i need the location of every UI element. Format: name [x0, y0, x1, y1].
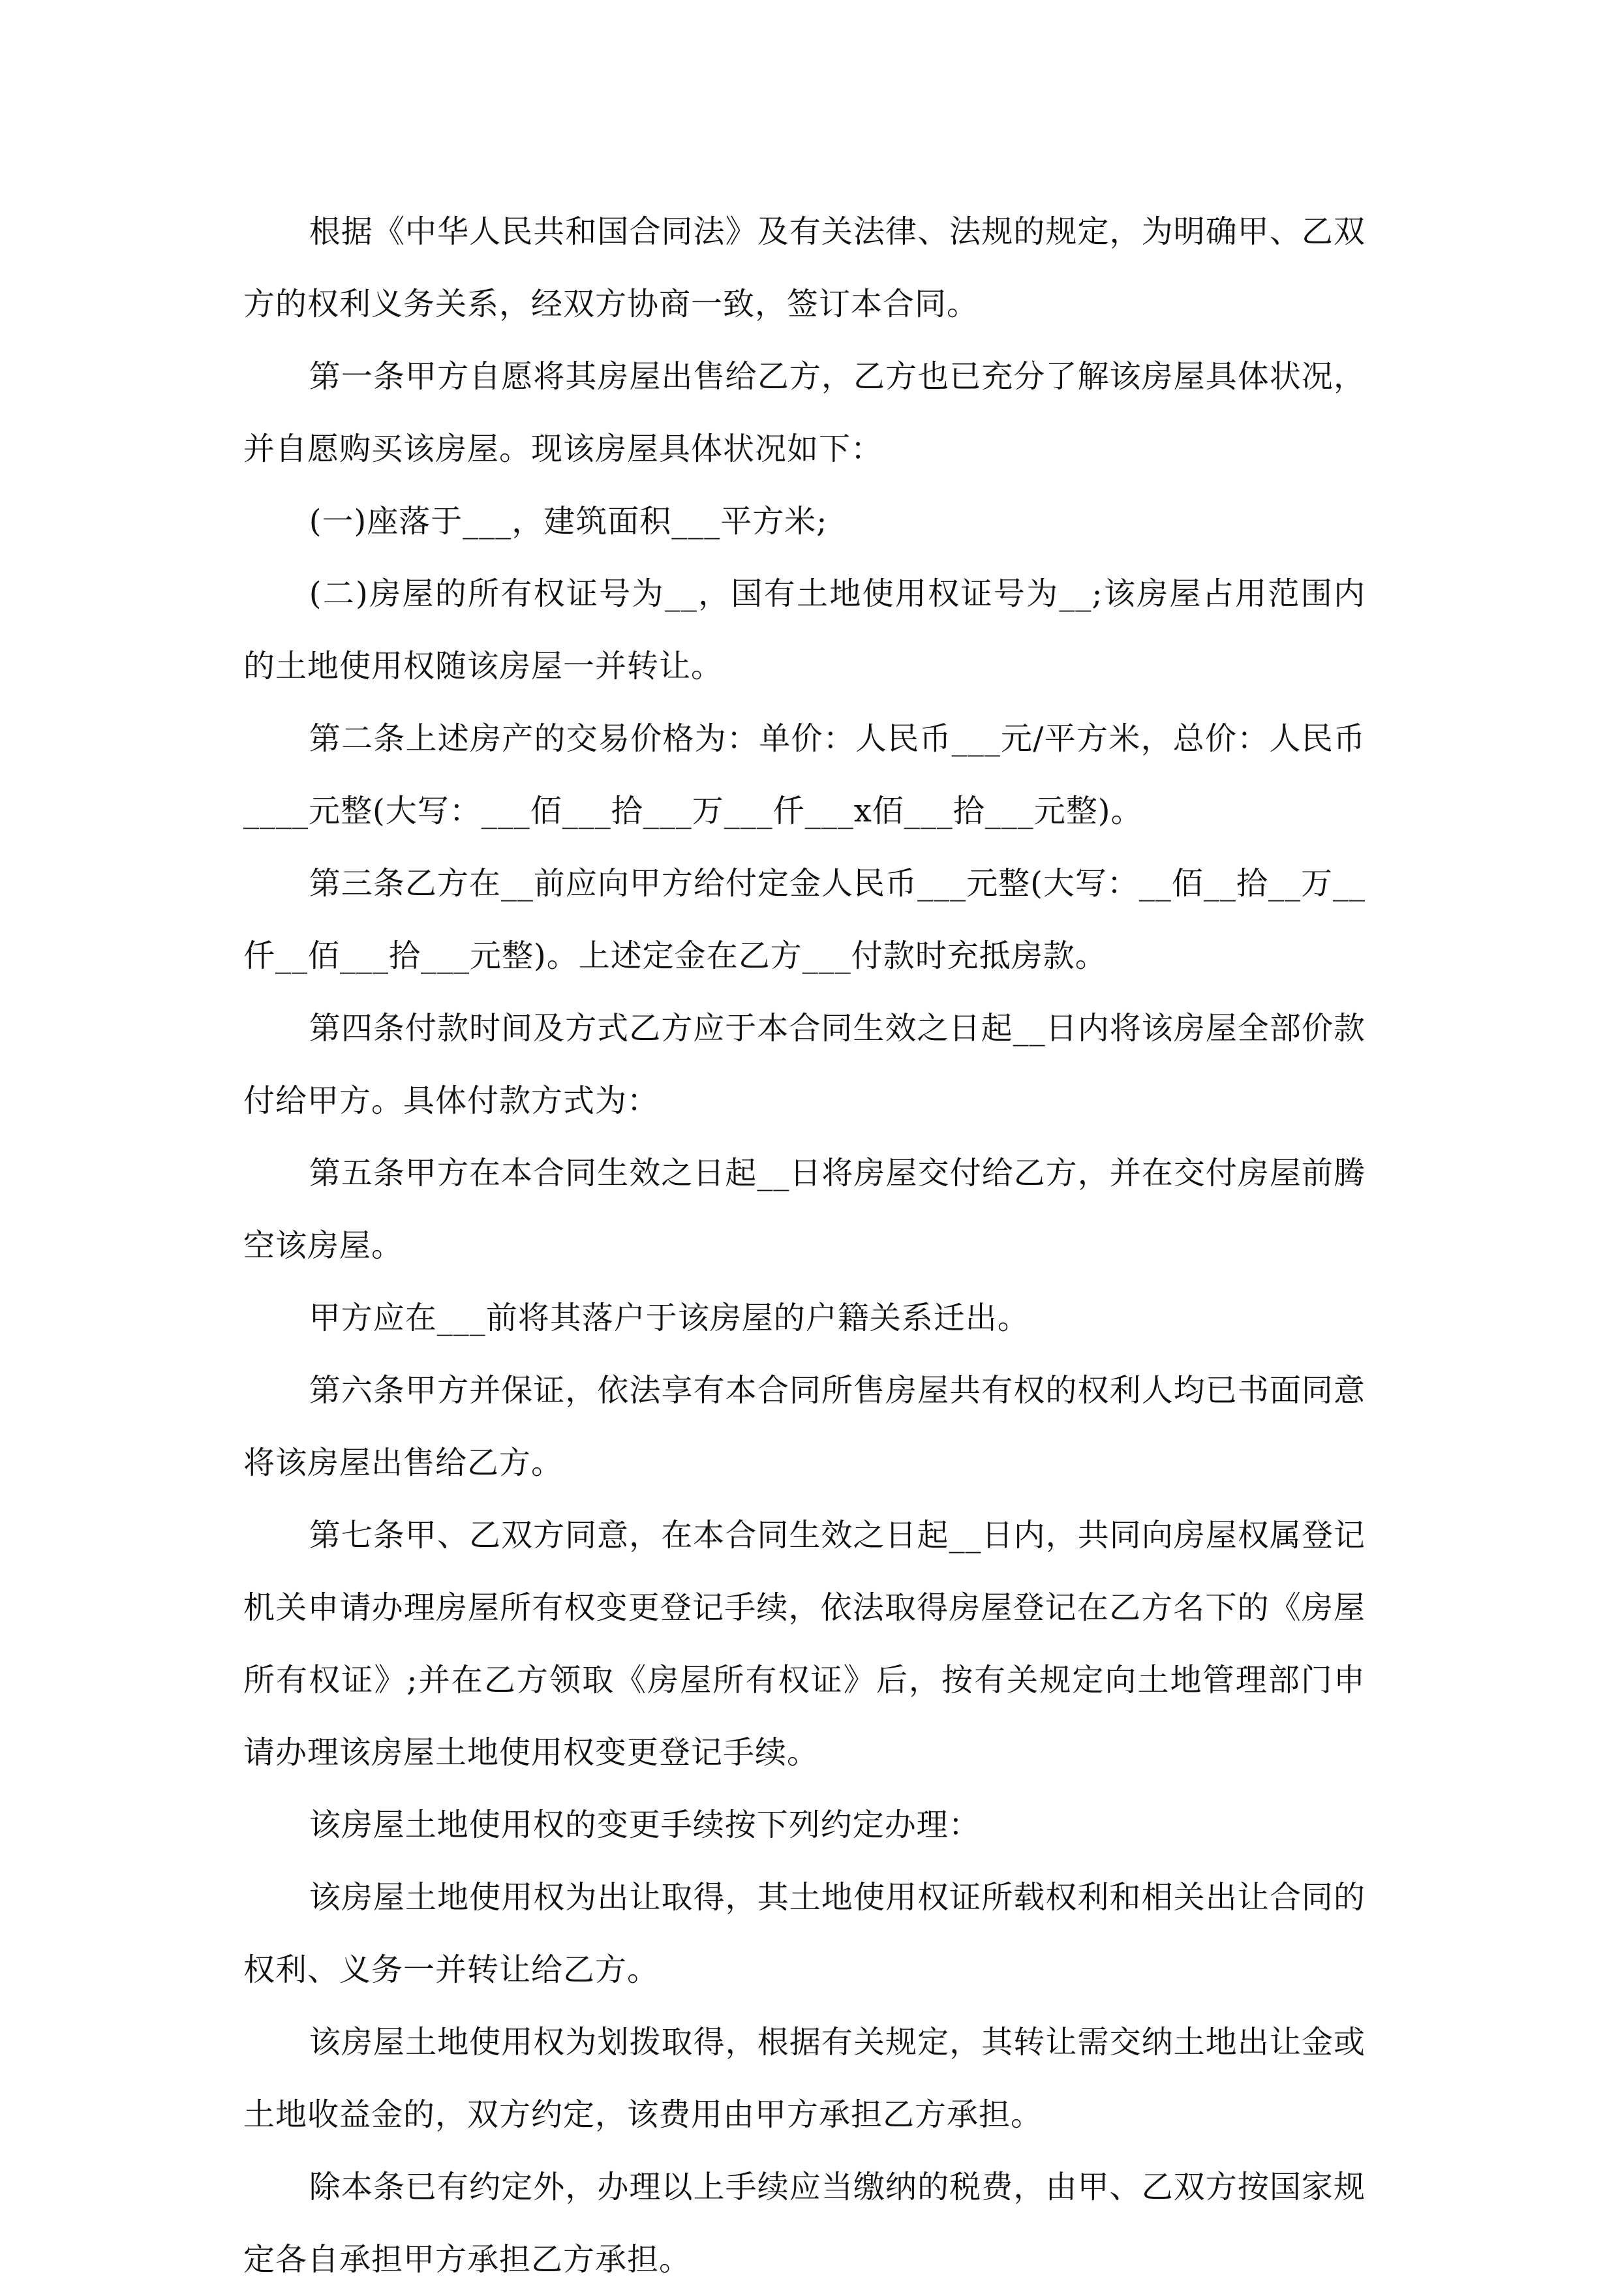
- document-page: [243, 196, 1366, 2296]
- paragraph-taxes-fees: 除本条已有约定外，办理以上手续应当缴纳的税费，由甲、乙双方按国家规定各自承担甲方承担乙方承担。: [243, 2169, 1366, 2278]
- paragraph-article-1: 第一条甲方自愿将其房屋出售给乙方，乙方也已充分了解该房屋具体状况，并自愿购买该房屋。现该房屋具体状况如下：: [243, 358, 1366, 467]
- paragraph-preamble: 根据《中华人民共和国合同法》及有关法律、法规的规定，为明确甲、乙双方的权利义务关系，经双方协商一致，签订本合同。: [243, 213, 1366, 322]
- paragraph-article-2: 第二条上述房产的交易价格为：单价：人民币___元/平方米，总价：人民币____元整(大写：___佰___拾___万___仟___x佰___拾___元整)。: [243, 720, 1366, 829]
- paragraph-land-use-transfer: 该房屋土地使用权为出让取得，其土地使用权证所载权利和相关出让合同的权利、义务一并转让给乙方。: [243, 1879, 1366, 1988]
- paragraph-article-3: 第三条乙方在__前应向甲方给付定金人民币___元整(大写：__佰__拾__万__仟__佰___拾___元整)。上述定金在乙方___付款时充抵房款。: [243, 865, 1366, 974]
- paragraph-article-6: 第六条甲方并保证，依法享有本合同所售房屋共有权的权利人均已书面同意将该房屋出售给乙方。: [243, 1372, 1366, 1481]
- paragraph-article-5: 第五条甲方在本合同生效之日起__日将房屋交付给乙方，并在交付房屋前腾空该房屋。: [243, 1155, 1366, 1264]
- paragraph-article-7: 第七条甲、乙双方同意，在本合同生效之日起__日内，共同向房屋权属登记机关申请办理房屋所有权变更登记手续，依法取得房屋登记在乙方名下的《房屋所有权证》;并在乙方领取《房屋所有权证》后，按有关规定向土地管理部门申请办理该房屋土地使用权变更登记手续。: [243, 1517, 1366, 1771]
- paragraph-land-use-procedure: 该房屋土地使用权的变更手续按下列约定办理：: [309, 1807, 981, 1843]
- paragraph-article-1-item-1: (一)座落于___，建筑面积___平方米;: [309, 503, 828, 540]
- paragraph-article-1-item-2: (二)房屋的所有权证号为__，国有土地使用权证号为__;该房屋占用范围内的土地使用权随该房屋一并转让。: [243, 575, 1366, 684]
- paragraph-article-5-household: 甲方应在___前将其落户于该房屋的户籍关系迁出。: [309, 1300, 1030, 1336]
- paragraph-article-4: 第四条付款时间及方式乙方应于本合同生效之日起__日内将该房屋全部价款付给甲方。具体付款方式为：: [243, 1010, 1366, 1119]
- paragraph-land-use-allocation: 该房屋土地使用权为划拨取得，根据有关规定，其转让需交纳土地出让金或土地收益金的，双方约定，该费用由甲方承担乙方承担。: [243, 2024, 1366, 2133]
